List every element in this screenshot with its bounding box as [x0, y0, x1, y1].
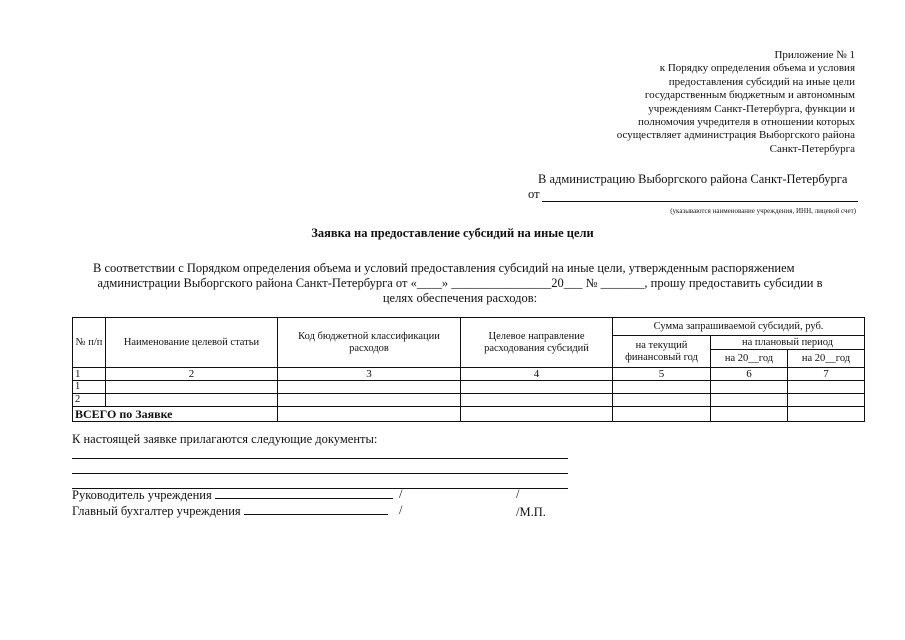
- cell-year1[interactable]: [711, 394, 788, 407]
- table-row: [73, 394, 865, 407]
- document-title: Заявка на предоставление субсидий на иные цели: [311, 226, 594, 240]
- doc-line[interactable]: [72, 473, 568, 474]
- addressee-from: [528, 187, 858, 202]
- cell-year2[interactable]: [788, 381, 865, 394]
- addressee-block: [528, 172, 858, 219]
- paragraph-line: целях обеспечения расходов:: [382, 291, 538, 305]
- header-current-year: на текущий финансовый год: [613, 336, 711, 368]
- appendix-line: предоставления субсидий на иные цели: [668, 75, 855, 88]
- column-numbering-row: [73, 368, 865, 381]
- column-number: 7: [788, 368, 865, 381]
- table-row: [73, 381, 865, 394]
- row-number: 2: [73, 394, 106, 407]
- addressee-to: В администрацию Выборгского района Санкт-Петербурга: [538, 172, 848, 186]
- appendix-line: осуществляет администрация Выборгского района: [616, 129, 855, 142]
- head-signature-field[interactable]: [215, 487, 393, 499]
- header-sum: Сумма запрашиваемой субсидий, руб.: [613, 318, 865, 336]
- column-number: 1: [73, 368, 106, 381]
- header-name: Наименование целевой статьи: [106, 318, 278, 368]
- doc-line[interactable]: [72, 458, 568, 459]
- cell-year1[interactable]: [711, 381, 788, 394]
- accountant-label: Главный бухгалтер учреждения: [72, 504, 241, 518]
- total-row: [73, 407, 865, 422]
- cell-direction[interactable]: [461, 381, 613, 394]
- subsidy-table: [72, 317, 865, 422]
- cell-name[interactable]: [106, 381, 278, 394]
- cell-name[interactable]: [106, 394, 278, 407]
- column-number: 3: [278, 368, 461, 381]
- head-slash: /: [399, 487, 403, 501]
- total-code[interactable]: [278, 407, 461, 422]
- appendix-line: учреждениям Санкт-Петербурга, функции и: [648, 102, 855, 115]
- total-current[interactable]: [613, 407, 711, 422]
- column-number: 4: [461, 368, 613, 381]
- cell-code[interactable]: [278, 394, 461, 407]
- request-paragraph: [75, 261, 845, 306]
- row-number: 1: [73, 381, 106, 394]
- head-signature-row: [72, 487, 393, 503]
- seal-label: /М.П.: [516, 505, 546, 519]
- accountant-signature-row: [72, 503, 388, 519]
- total-year2[interactable]: [788, 407, 865, 422]
- header-num: № п/п: [73, 318, 106, 368]
- header-plan-year1: на 20__год: [711, 350, 788, 368]
- cell-current[interactable]: [613, 394, 711, 407]
- total-label: ВСЕГО по Заявке: [73, 407, 278, 422]
- addressee-hint: (указываются наименование учреждения, ИНН, лицевой счет): [670, 207, 856, 215]
- header-plan-period: на плановый период: [711, 336, 865, 350]
- head-label: Руководитель учреждения: [72, 488, 212, 502]
- total-direction[interactable]: [461, 407, 613, 422]
- appendix-line: Санкт-Петербурга: [769, 142, 855, 155]
- appendix-block: [585, 49, 855, 156]
- head-slash-right: /: [516, 487, 520, 501]
- attached-docs-label: К настоящей заявке прилагаются следующие документы:: [72, 432, 378, 446]
- accountant-signature-field[interactable]: [244, 503, 388, 515]
- column-number: 5: [613, 368, 711, 381]
- from-field[interactable]: [542, 190, 858, 202]
- total-year1[interactable]: [711, 407, 788, 422]
- cell-code[interactable]: [278, 381, 461, 394]
- appendix-line: государственным бюджетным и автономным: [644, 89, 855, 102]
- accountant-slash: /: [399, 503, 403, 517]
- header-plan-year2: на 20__год: [788, 350, 865, 368]
- paragraph-line: В соответствии с Порядком определения объема и условий предоставления субсидий на иные цели, утвержденным распоряжением: [93, 261, 795, 275]
- cell-direction[interactable]: [461, 394, 613, 407]
- appendix-line: Приложение № 1: [774, 49, 855, 61]
- column-number: 6: [711, 368, 788, 381]
- appendix-line: к Порядку определения объема и условия: [659, 62, 855, 75]
- cell-year2[interactable]: [788, 394, 865, 407]
- header-code: Код бюджетной классификации расходов: [278, 318, 461, 368]
- header-direction: Целевое направление расходования субсидий: [461, 318, 613, 368]
- cell-current[interactable]: [613, 381, 711, 394]
- appendix-line: полномочия учредителя в отношении которых: [637, 116, 855, 129]
- column-number: 2: [106, 368, 278, 381]
- from-label: от: [528, 187, 540, 201]
- paragraph-line: администрации Выборгского района Санкт-Петербурга от «____» ________________20___ № _______, прошу предоставить субсидии в: [97, 276, 823, 290]
